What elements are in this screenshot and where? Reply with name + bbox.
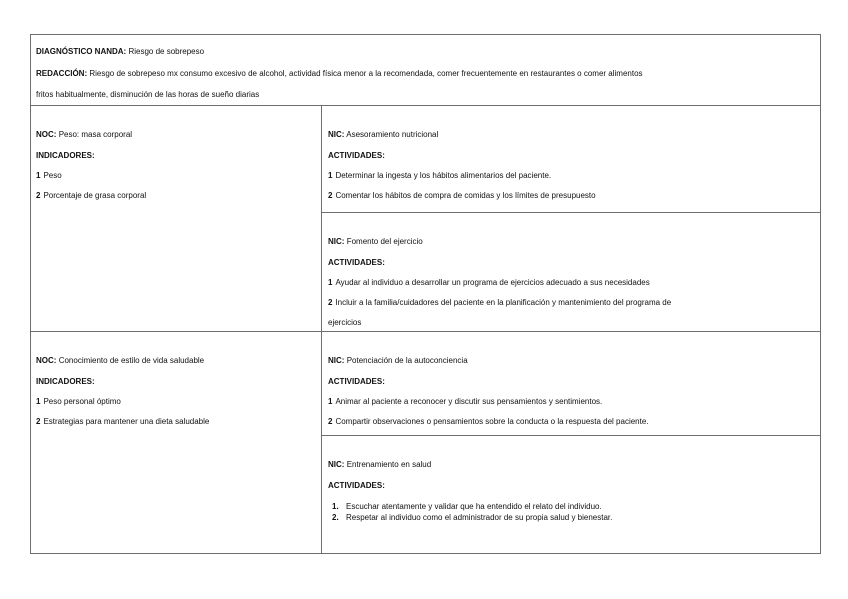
nic-label: NIC: [328,460,345,469]
activity-text: Compartir observaciones o pensamientos sobre la conducta o la respuesta del paciente. [335,417,649,426]
activities-heading [328,376,385,387]
activity-item [328,416,649,427]
nic-value: Fomento del ejercicio [346,237,423,246]
redaction-value-2: fritos habitualmente, disminución de las horas de sueño diarias [36,90,260,99]
nic-label: NIC: [328,356,345,365]
activities-heading [328,150,385,161]
activity-text: Comentar los hábitos de compra de comidas y los límites de presupuesto [335,191,596,200]
activity-item [328,190,596,201]
indicator-number: 2 [36,191,41,200]
indicators-label: INDICADORES: [36,377,95,386]
nic-line [328,459,431,470]
nic-cell-exercise [328,236,816,328]
noc-value: Peso: masa corporal [58,130,133,139]
activity-text: Determinar la ingesta y los hábitos alimentarios del paciente. [335,171,552,180]
indicator-number: 1 [36,397,41,406]
activity-item [332,501,602,512]
nic-label: NIC: [328,130,345,139]
nic-cell-nutrition [328,129,816,204]
indicators-label: INDICADORES: [36,151,95,160]
column-divider [321,105,322,553]
indicator-item [36,170,62,181]
redaction-line-1 [36,68,643,79]
noc-cell-row1 [36,129,316,199]
indicator-text: Estrategias para mantener una dieta saludable [43,417,210,426]
indicators-heading [36,376,95,387]
activities-label: ACTIVIDADES: [328,151,385,160]
noc-label: NOC: [36,130,57,139]
care-plan-table [30,34,821,554]
nic-cell-health-training [328,459,816,549]
redaction-value-1: Riesgo de sobrepeso mx consumo excesivo de alcohol, actividad física menor a la recomendada, comer frecuentemente en restaurantes o comer alimentos [89,69,643,78]
nic-value: Potenciación de la autoconciencia [346,356,468,365]
activity-text: Escuchar atentamente y validar que ha entendido el relato del individuo. [346,502,602,511]
activity-item [328,170,551,181]
activities-label: ACTIVIDADES: [328,481,385,490]
indicators-heading [36,150,95,161]
indicator-text: Peso personal óptimo [43,397,121,406]
diagnosis-line [36,46,204,57]
activity-continuation [328,317,361,328]
activity-item [328,396,602,407]
row-divider-middle [31,331,820,332]
noc-line [36,355,204,366]
activity-text: Animar al paciente a reconocer y discutir sus pensamientos y sentimientos. [335,397,603,406]
nic-divider-row2 [321,435,820,436]
activity-item [328,277,650,288]
indicator-item [36,396,121,407]
indicator-item [36,190,146,201]
activities-heading [328,257,385,268]
nic-cell-self-awareness [328,355,816,430]
noc-label: NOC: [36,356,57,365]
activity-number: 2 [328,191,333,200]
activity-number: 2 [328,417,333,426]
activity-item [332,512,612,523]
nic-label: NIC: [328,237,345,246]
diagnosis-value: Riesgo de sobrepeso [128,47,205,56]
row-divider-header [31,105,820,106]
activity-item [328,297,671,308]
nic-line [328,129,438,140]
redaction-line-2 [36,89,259,100]
noc-line [36,129,132,140]
nic-line [328,355,468,366]
activities-heading [328,480,385,491]
activities-label: ACTIVIDADES: [328,377,385,386]
activity-number: 2 [328,298,333,307]
nic-line [328,236,423,247]
diagnosis-header-cell [36,46,816,102]
activities-label: ACTIVIDADES: [328,258,385,267]
indicator-number: 1 [36,171,41,180]
noc-cell-row2 [36,355,316,425]
indicator-item [36,416,209,427]
activity-number: 2. [332,513,339,522]
indicator-text: Porcentaje de grasa corporal [43,191,147,200]
activity-text: Respetar al individuo como el administrador de su propia salud y bienestar. [346,513,613,522]
activity-text: ejercicios [328,318,362,327]
activity-number: 1 [328,397,333,406]
nic-divider-row1 [321,212,820,213]
indicator-number: 2 [36,417,41,426]
indicator-text: Peso [43,171,62,180]
noc-value: Conocimiento de estilo de vida saludable [58,356,205,365]
activity-number: 1. [332,502,339,511]
redaction-label: REDACCIÓN: [36,69,88,78]
activity-number: 1 [328,171,333,180]
nic-value: Asesoramiento nutricional [346,130,439,139]
activity-number: 1 [328,278,333,287]
diagnosis-label: DIAGNÓSTICO NANDA: [36,47,127,56]
activity-text: Ayudar al individuo a desarrollar un programa de ejercicios adecuado a sus necesidades [335,278,650,287]
nic-value: Entrenamiento en salud [346,460,432,469]
activity-text: Incluir a la familia/cuidadores del paciente en la planificación y mantenimiento del programa de [335,298,672,307]
